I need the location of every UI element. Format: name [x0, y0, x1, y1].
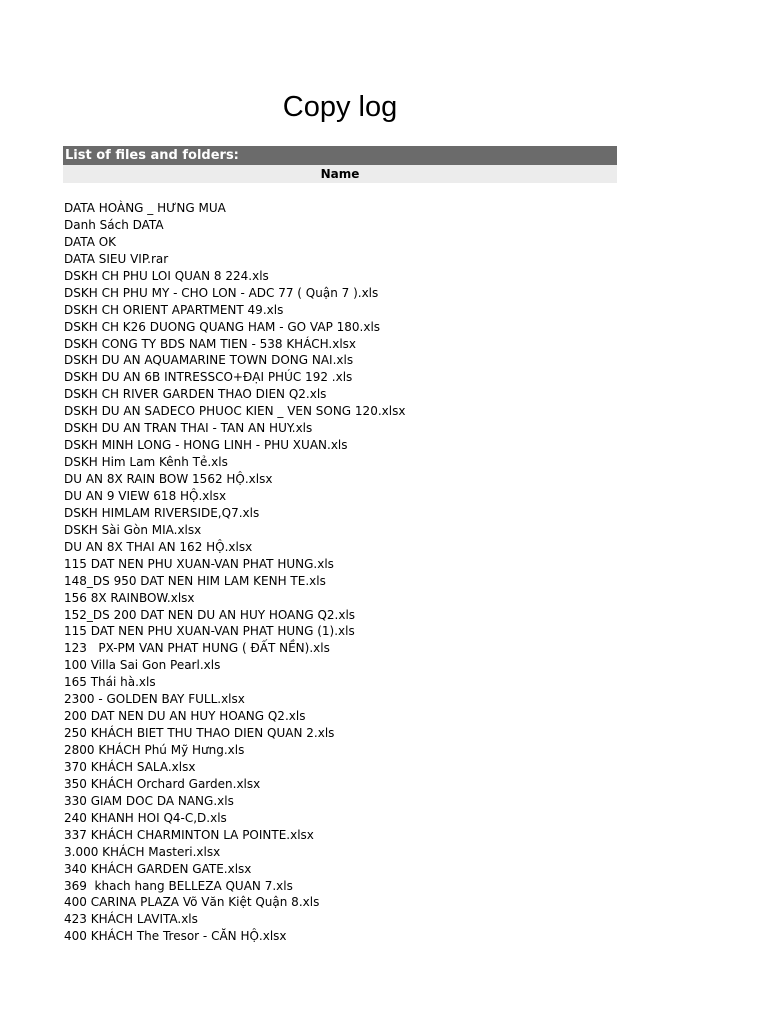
list-item: 115 DAT NEN PHU XUAN-VAN PHAT HUNG (1).xls [64, 624, 355, 639]
list-item: 370 KHÁCH SALA.xlsx [64, 759, 196, 774]
list-item: DSKH Sài Gòn MIA.xlsx [64, 522, 202, 537]
list-item: 165 Thái hà.xls [64, 675, 156, 690]
list-item: 2300 - GOLDEN BAY FULL.xlsx [64, 692, 245, 707]
list-item: DSKH HIMLAM RIVERSIDE,Q7.xls [64, 505, 260, 520]
list-item: 400 KHÁCH The Tresor - CĂN HỘ.xlsx [64, 929, 287, 944]
list-item: DSKH CONG TY BDS NAM TIEN - 538 KHÁCH.xlsx [64, 336, 357, 351]
page-title: Copy log [282, 91, 398, 123]
list-item: 148_DS 950 DAT NEN HIM LAM KENH TE.xls [64, 573, 326, 588]
list-item: DSKH DU AN TRAN THAI - TAN AN HUY.xls [64, 421, 313, 436]
list-item: DSKH CH ORIENT APARTMENT 49.xls [64, 302, 284, 317]
list-item: 350 KHÁCH Orchard Garden.xlsx [64, 776, 261, 791]
list-item: DSKH DU AN 6B INTRESSCO+ĐẠI PHÚC 192 .xls [64, 370, 353, 385]
list-item: 250 KHÁCH BIET THU THAO DIEN QUAN 2.xls [64, 726, 335, 741]
list-item: 337 KHÁCH CHARMINTON LA POINTE.xlsx [64, 827, 314, 842]
list-item: 3.000 KHÁCH Masteri.xlsx [64, 844, 221, 859]
list-item: 423 KHÁCH LAVITA.xls [64, 912, 198, 927]
list-item: DATA SIEU VIP.rar [64, 251, 169, 266]
column-header-name: Name [63, 165, 617, 183]
list-item: 115 DAT NEN PHU XUAN-VAN PHAT HUNG.xls [64, 556, 334, 571]
list-item: DATA OK [64, 234, 117, 249]
list-item: 330 GIAM DOC DA NANG.xls [64, 793, 234, 808]
list-item: DU AN 8X THAI AN 162 HỘ.xlsx [64, 539, 253, 554]
list-item: 340 KHÁCH GARDEN GATE.xlsx [64, 861, 252, 876]
list-item: 240 KHANH HOI Q4-C,D.xls [64, 810, 227, 825]
list-item: 156 8X RAINBOW.xlsx [64, 590, 195, 605]
list-item: 100 Villa Sai Gon Pearl.xls [64, 658, 221, 673]
list-item: DSKH CH PHU MY - CHO LON - ADC 77 ( Quận 7 ).xls [64, 285, 379, 300]
section-header: List of files and folders: [63, 146, 617, 165]
list-item: DATA HOÀNG _ HƯNG MUA [64, 201, 226, 215]
list-item: DU AN 8X RAIN BOW 1562 HỘ.xlsx [64, 472, 273, 486]
list-item: Danh Sách DATA [64, 217, 164, 232]
list-item: DSKH DU AN SADECO PHUOC KIEN _ VEN SONG 120.xlsx [64, 404, 406, 419]
list-item: 2800 KHÁCH Phú Mỹ Hưng.xls [64, 743, 245, 757]
list-item: DSKH CH PHU LOI QUAN 8 224.xls [64, 268, 269, 283]
list-item: 369 khach hang BELLEZA QUAN 7.xls [64, 878, 293, 893]
file-list [64, 200, 405, 945]
list-item: DSKH DU AN AQUAMARINE TOWN DONG NAI.xls [64, 353, 354, 368]
list-item: DSKH CH RIVER GARDEN THAO DIEN Q2.xls [64, 387, 327, 402]
list-item: DSKH MINH LONG - HONG LINH - PHU XUAN.xls [64, 438, 348, 453]
list-item: 123 PX-PM VAN PHAT HUNG ( ĐẤT NỀN).xls [64, 641, 330, 656]
list-item: DU AN 9 VIEW 618 HỘ.xlsx [64, 488, 227, 503]
list-item: 400 CARINA PLAZA Võ Văn Kiệt Quận 8.xls [64, 895, 320, 910]
list-item: DSKH CH K26 DUONG QUANG HAM - GO VAP 180.xls [64, 319, 381, 334]
list-item: 152_DS 200 DAT NEN DU AN HUY HOANG Q2.xls [64, 607, 356, 622]
list-item: 200 DAT NEN DU AN HUY HOANG Q2.xls [64, 709, 306, 724]
list-item: DSKH Him Lam Kênh Tẻ.xls [64, 455, 228, 470]
